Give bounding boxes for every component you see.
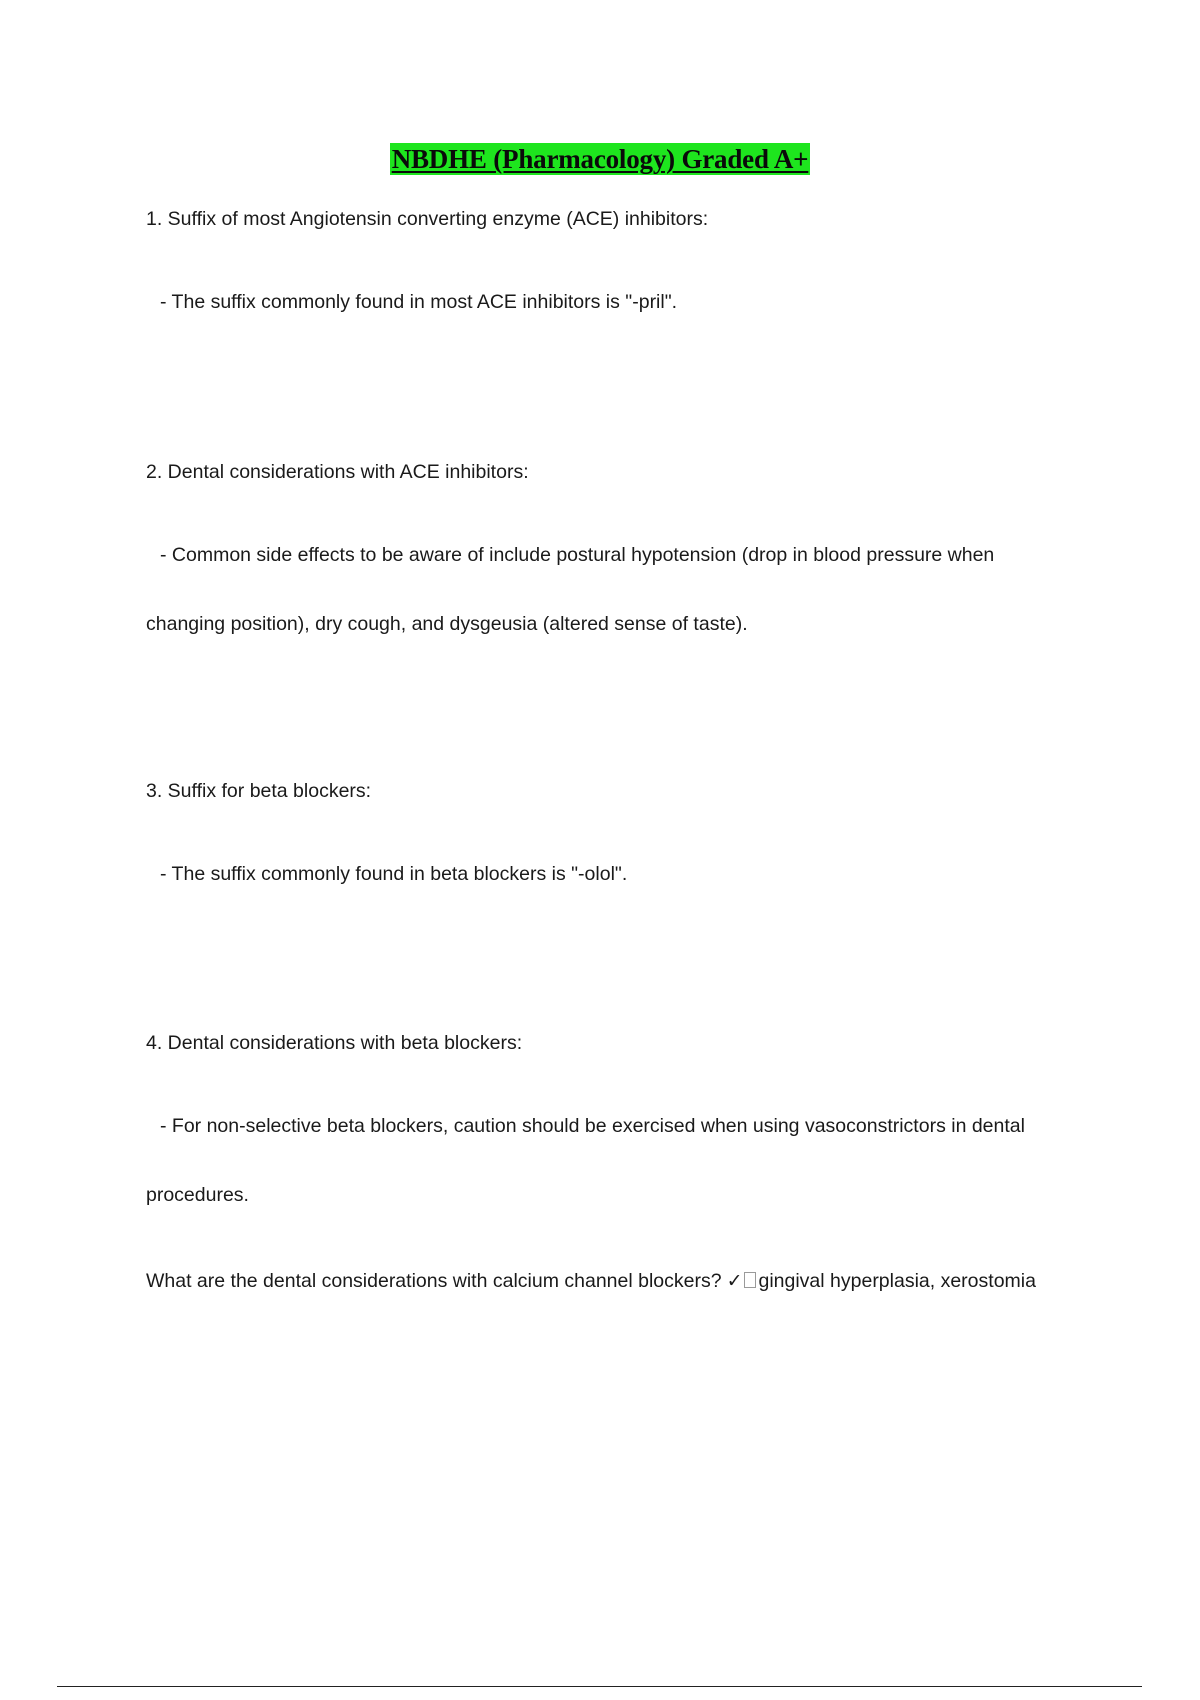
final-question: What are the dental considerations with calcium channel blockers? bbox=[146, 1270, 722, 1292]
answer-2-line-2: changing position), dry cough, and dysgeusia (altered sense of taste). bbox=[146, 613, 748, 635]
question-3: 3. Suffix for beta blockers: bbox=[146, 780, 372, 802]
question-4: 4. Dental considerations with beta blockers: bbox=[146, 1032, 523, 1054]
title-block bbox=[0, 143, 1200, 175]
checkmark-icon: ✓ bbox=[726, 1270, 743, 1292]
empty-box-icon bbox=[744, 1272, 756, 1288]
answer-1-line-1: - The suffix commonly found in most ACE inhibitors is "-pril". bbox=[160, 291, 678, 313]
final-answer: gingival hyperplasia, xerostomia bbox=[758, 1270, 1036, 1292]
footer-divider bbox=[57, 1686, 1142, 1687]
answer-2-line-1: - Common side effects to be aware of include postural hypotension (drop in blood pressure when bbox=[160, 544, 995, 566]
question-2: 2. Dental considerations with ACE inhibitors: bbox=[146, 461, 529, 483]
document-title: NBDHE (Pharmacology) Graded A+ bbox=[391, 144, 809, 174]
question-1: 1. Suffix of most Angiotensin converting enzyme (ACE) inhibitors: bbox=[146, 208, 709, 230]
answer-4-line-2: procedures. bbox=[146, 1184, 249, 1206]
answer-3-line-1: - The suffix commonly found in beta blockers is "-olol". bbox=[160, 863, 628, 885]
final-qa bbox=[146, 1269, 1036, 1293]
answer-4-line-1: - For non-selective beta blockers, caution should be exercised when using vasoconstrictors in dental bbox=[160, 1115, 1025, 1137]
